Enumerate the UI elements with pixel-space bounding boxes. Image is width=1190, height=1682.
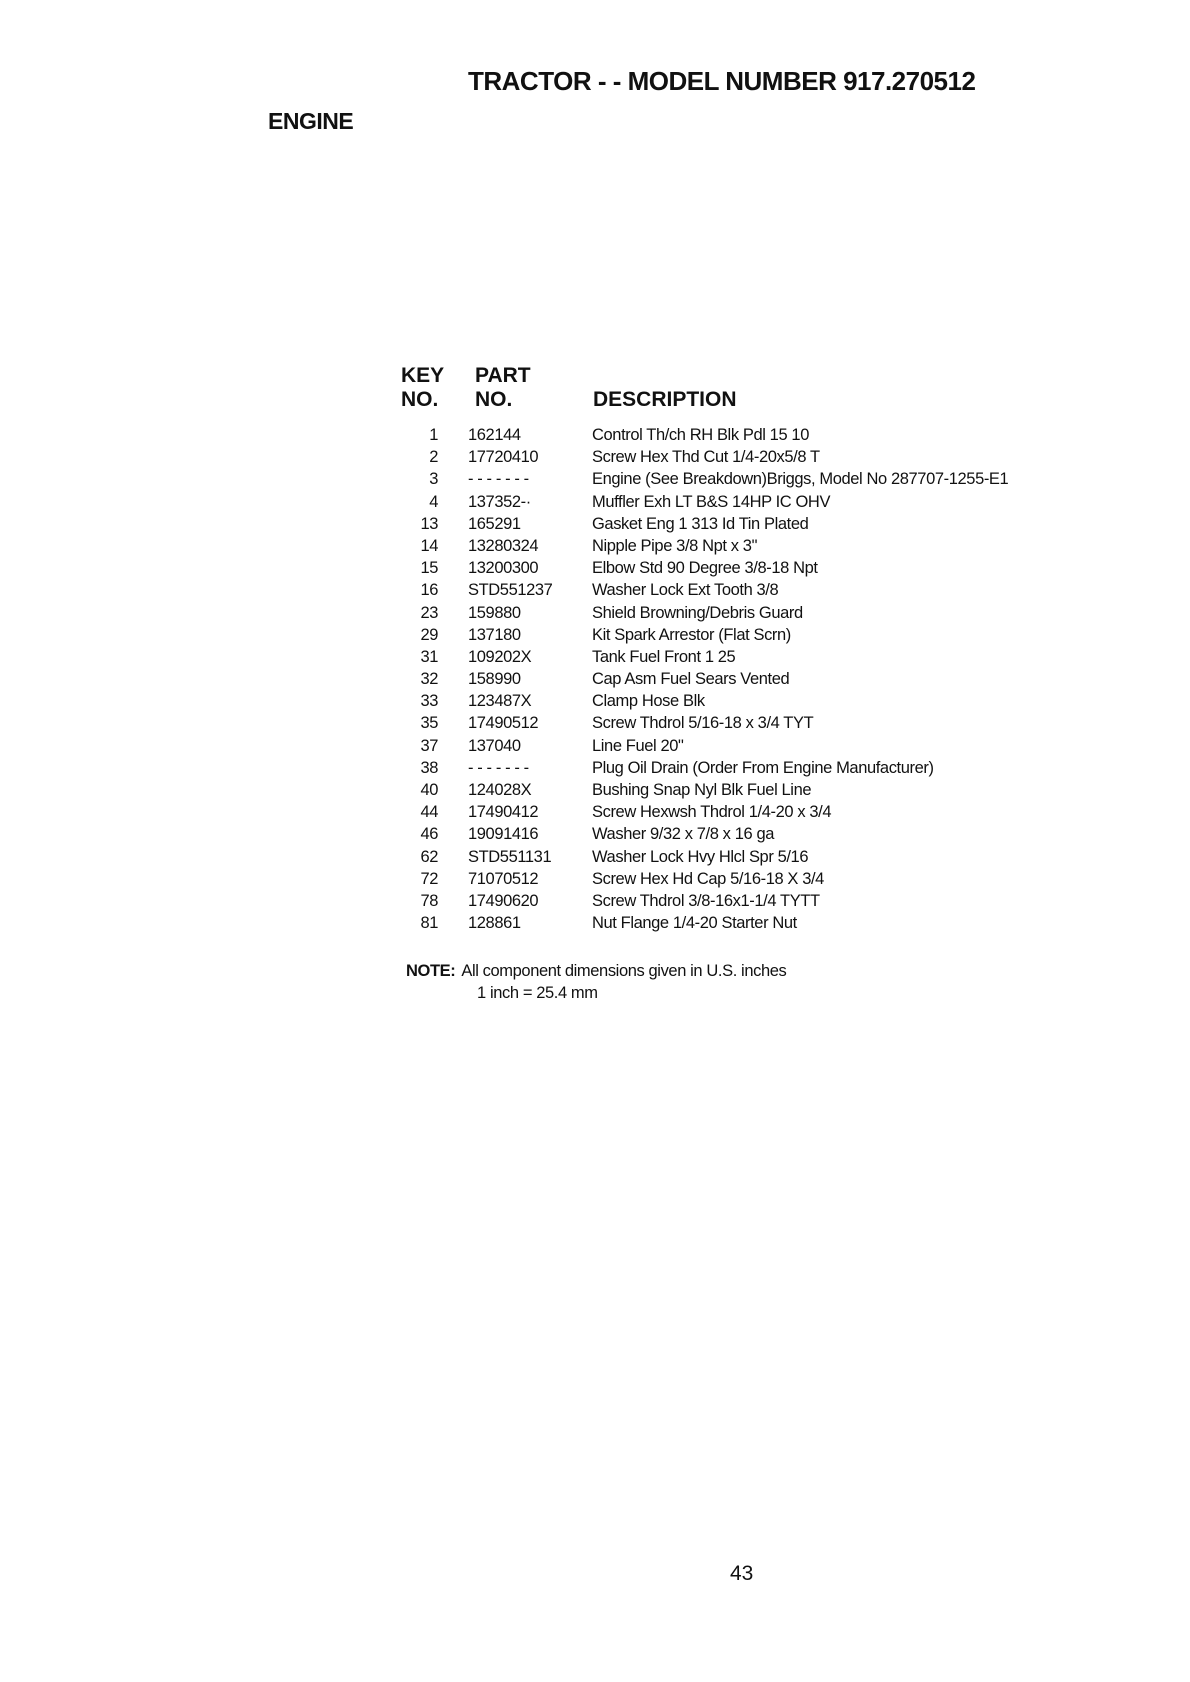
part-no-cell: 13280324 xyxy=(468,536,539,555)
part-no-cell: 137352-· xyxy=(468,492,531,511)
part-no-cell: 13200300 xyxy=(468,559,539,578)
key-no-cell: 40 xyxy=(420,781,438,799)
key-no-cell: 81 xyxy=(420,914,438,933)
table-row xyxy=(0,690,1190,712)
part-no-cell: 137040 xyxy=(468,736,521,755)
table-row xyxy=(0,624,1190,646)
table-row xyxy=(0,735,1190,757)
note xyxy=(406,960,786,982)
description-cell: Gasket Eng 1 313 Id Tin Plated xyxy=(592,514,809,533)
description-cell: Bushing Snap Nyl Blk Fuel Line xyxy=(592,781,812,799)
note-line-2: 1 inch = 25.4 mm xyxy=(477,984,598,1002)
key-no-cell: 46 xyxy=(420,825,438,844)
key-no-cell: 37 xyxy=(420,736,438,755)
description-cell: Washer Lock Ext Tooth 3/8 xyxy=(592,581,779,600)
part-no-cell: 158990 xyxy=(468,670,521,689)
key-no-cell: 13 xyxy=(420,514,438,533)
table-row xyxy=(0,468,1190,490)
description-cell: Screw Hex Thd Cut 1/4-20x5/8 T xyxy=(592,448,820,467)
key-no-cell: 16 xyxy=(420,581,438,600)
part-no-cell: 159880 xyxy=(468,603,521,622)
description-cell: Line Fuel 20" xyxy=(592,736,684,755)
part-no-cell: 123487X xyxy=(468,692,532,711)
part-no-cell: 71070512 xyxy=(468,869,539,888)
table-row xyxy=(0,491,1190,513)
header-part-no-line2: NO. xyxy=(475,388,513,411)
key-no-cell: 44 xyxy=(420,803,438,822)
table-row xyxy=(0,513,1190,535)
description-cell: Plug Oil Drain (Order From Engine Manufacturer) xyxy=(592,758,934,777)
section-heading: ENGINE xyxy=(268,108,354,134)
description-cell: Washer Lock Hvy Hlcl Spr 5/16 xyxy=(592,847,809,866)
description-cell: Kit Spark Arrestor (Flat Scrn) xyxy=(592,625,791,644)
description-cell: Muffler Exh LT B&S 14HP IC OHV xyxy=(592,492,831,511)
page-number: 43 xyxy=(730,1562,754,1585)
key-no-cell: 15 xyxy=(420,559,438,578)
table-row xyxy=(0,779,1190,801)
header-description: DESCRIPTION xyxy=(593,388,737,411)
table-row xyxy=(0,424,1190,446)
key-no-cell: 31 xyxy=(420,647,438,666)
part-no-cell: 109202X xyxy=(468,647,532,666)
description-cell: Elbow Std 90 Degree 3/8-18 Npt xyxy=(592,559,818,578)
part-no-cell: STD551131 xyxy=(468,847,552,866)
part-no-cell: 124028X xyxy=(468,781,532,799)
description-cell: Control Th/ch RH Blk Pdl 15 10 xyxy=(592,426,809,444)
table-row xyxy=(0,912,1190,934)
part-no-cell: 17490512 xyxy=(468,714,539,733)
part-no-cell: STD551237 xyxy=(468,581,553,600)
description-cell: Screw Thdrol 3/8-16x1-1/4 TYTT xyxy=(592,891,820,910)
part-no-cell: 19091416 xyxy=(468,825,539,844)
key-no-cell: 14 xyxy=(420,536,438,555)
table-row xyxy=(0,557,1190,579)
description-cell: Engine (See Breakdown)Briggs, Model No 287707-1255-E1 xyxy=(592,470,1009,489)
table-row xyxy=(0,668,1190,690)
description-cell: Tank Fuel Front 1 25 xyxy=(592,647,736,666)
description-cell: Screw Hexwsh Thdrol 1/4-20 x 3/4 xyxy=(592,803,832,822)
table-row xyxy=(0,757,1190,779)
key-no-cell: 62 xyxy=(420,847,438,866)
table-row xyxy=(0,868,1190,890)
key-no-cell: 38 xyxy=(420,758,438,777)
part-no-cell: 17490620 xyxy=(468,891,539,910)
description-cell: Washer 9/32 x 7/8 x 16 ga xyxy=(592,825,774,844)
key-no-cell: 35 xyxy=(420,714,438,733)
table-row xyxy=(0,579,1190,601)
part-no-cell: - - - - - - - xyxy=(468,758,529,777)
table-row xyxy=(0,846,1190,868)
key-no-cell: 32 xyxy=(420,670,438,689)
table-row xyxy=(0,535,1190,557)
description-cell: Cap Asm Fuel Sears Vented xyxy=(592,670,790,689)
description-cell: Screw Hex Hd Cap 5/16-18 X 3/4 xyxy=(592,869,824,888)
key-no-cell: 33 xyxy=(420,692,438,711)
description-cell: Shield Browning/Debris Guard xyxy=(592,603,803,622)
part-no-cell: 17720410 xyxy=(468,448,539,467)
part-no-cell: 17490412 xyxy=(468,803,539,822)
key-no-cell: 4 xyxy=(429,492,438,511)
part-no-cell: 162144 xyxy=(468,426,521,444)
description-cell: Nut Flange 1/4-20 Starter Nut xyxy=(592,914,797,933)
table-row xyxy=(0,712,1190,734)
description-cell: Screw Thdrol 5/16-18 x 3/4 TYT xyxy=(592,714,814,733)
header-key-no-line2: NO. xyxy=(401,388,439,411)
key-no-cell: 3 xyxy=(429,470,438,489)
table-row xyxy=(0,890,1190,912)
key-no-cell: 78 xyxy=(420,891,438,910)
header-part-no-line1: PART xyxy=(475,364,531,387)
key-no-cell: 2 xyxy=(429,448,438,467)
key-no-cell: 72 xyxy=(420,869,438,888)
table-row xyxy=(0,646,1190,668)
part-no-cell: 128861 xyxy=(468,914,521,933)
key-no-cell: 29 xyxy=(420,625,438,644)
header-key-no-line1: KEY xyxy=(401,364,445,387)
part-no-cell: - - - - - - - xyxy=(468,470,529,489)
parts-table xyxy=(0,424,1190,934)
note-label: NOTE: xyxy=(406,962,456,980)
key-no-cell: 1 xyxy=(429,426,438,444)
page-title: TRACTOR - - MODEL NUMBER 917.270512 xyxy=(468,66,976,96)
description-cell: Nipple Pipe 3/8 Npt x 3" xyxy=(592,536,758,555)
note-line-1: All component dimensions given in U.S. inches xyxy=(461,962,787,980)
part-no-cell: 165291 xyxy=(468,514,521,533)
description-cell: Clamp Hose Blk xyxy=(592,692,705,711)
key-no-cell: 23 xyxy=(420,603,438,622)
table-row xyxy=(0,801,1190,823)
table-row xyxy=(0,446,1190,468)
table-row xyxy=(0,602,1190,624)
table-row xyxy=(0,823,1190,845)
part-no-cell: 137180 xyxy=(468,625,521,644)
